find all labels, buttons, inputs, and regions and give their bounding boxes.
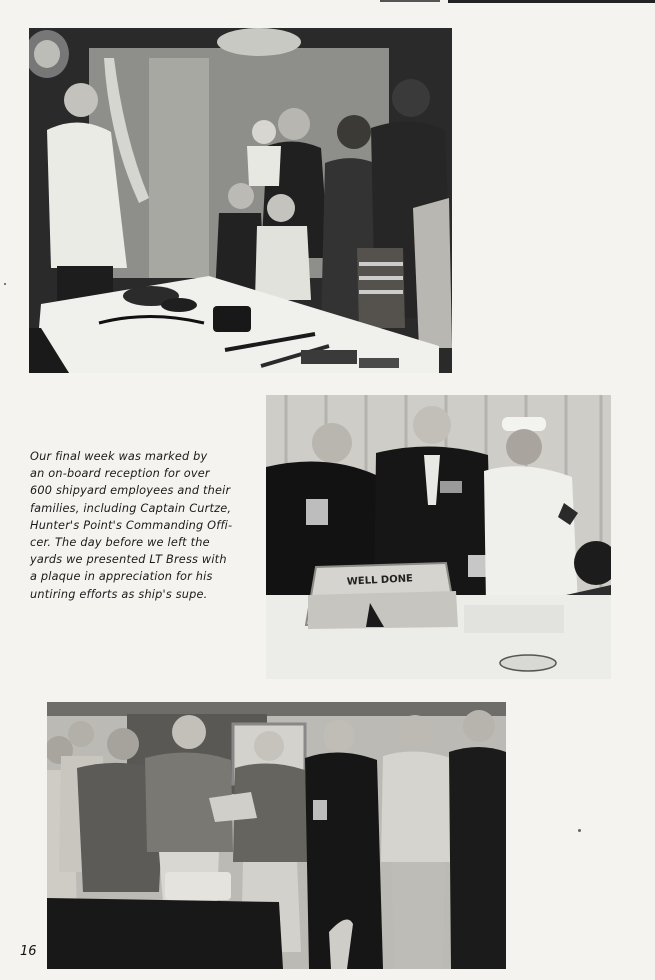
caption-line: cer. The day before we left the — [30, 536, 210, 550]
caption-line: families, including Captain Curtze, — [30, 501, 232, 515]
caption-line: a plaque in appreciation for his — [30, 570, 213, 584]
photo-group-officers — [47, 702, 506, 969]
caption-line: 600 shipyard employees and their — [30, 484, 231, 498]
page-number: 16 — [20, 944, 37, 959]
caption-line: an on-board reception for over — [30, 467, 210, 481]
caption-line: yards we presented LT Bress with — [30, 553, 227, 567]
top-rule — [0, 0, 655, 3]
photo-caption — [30, 448, 237, 603]
photo-cake-cutting — [266, 395, 611, 679]
photo-reception-visitors — [29, 28, 452, 373]
caption-line: Hunter's Point's Commanding Offi- — [30, 518, 233, 532]
speck — [578, 829, 581, 832]
margin-mark — [4, 283, 6, 285]
caption-line: Our final week was marked by — [30, 450, 208, 463]
cake-inscription: WELL DONE — [346, 573, 414, 588]
caption-line: untiring efforts as ship's supe. — [30, 587, 208, 601]
